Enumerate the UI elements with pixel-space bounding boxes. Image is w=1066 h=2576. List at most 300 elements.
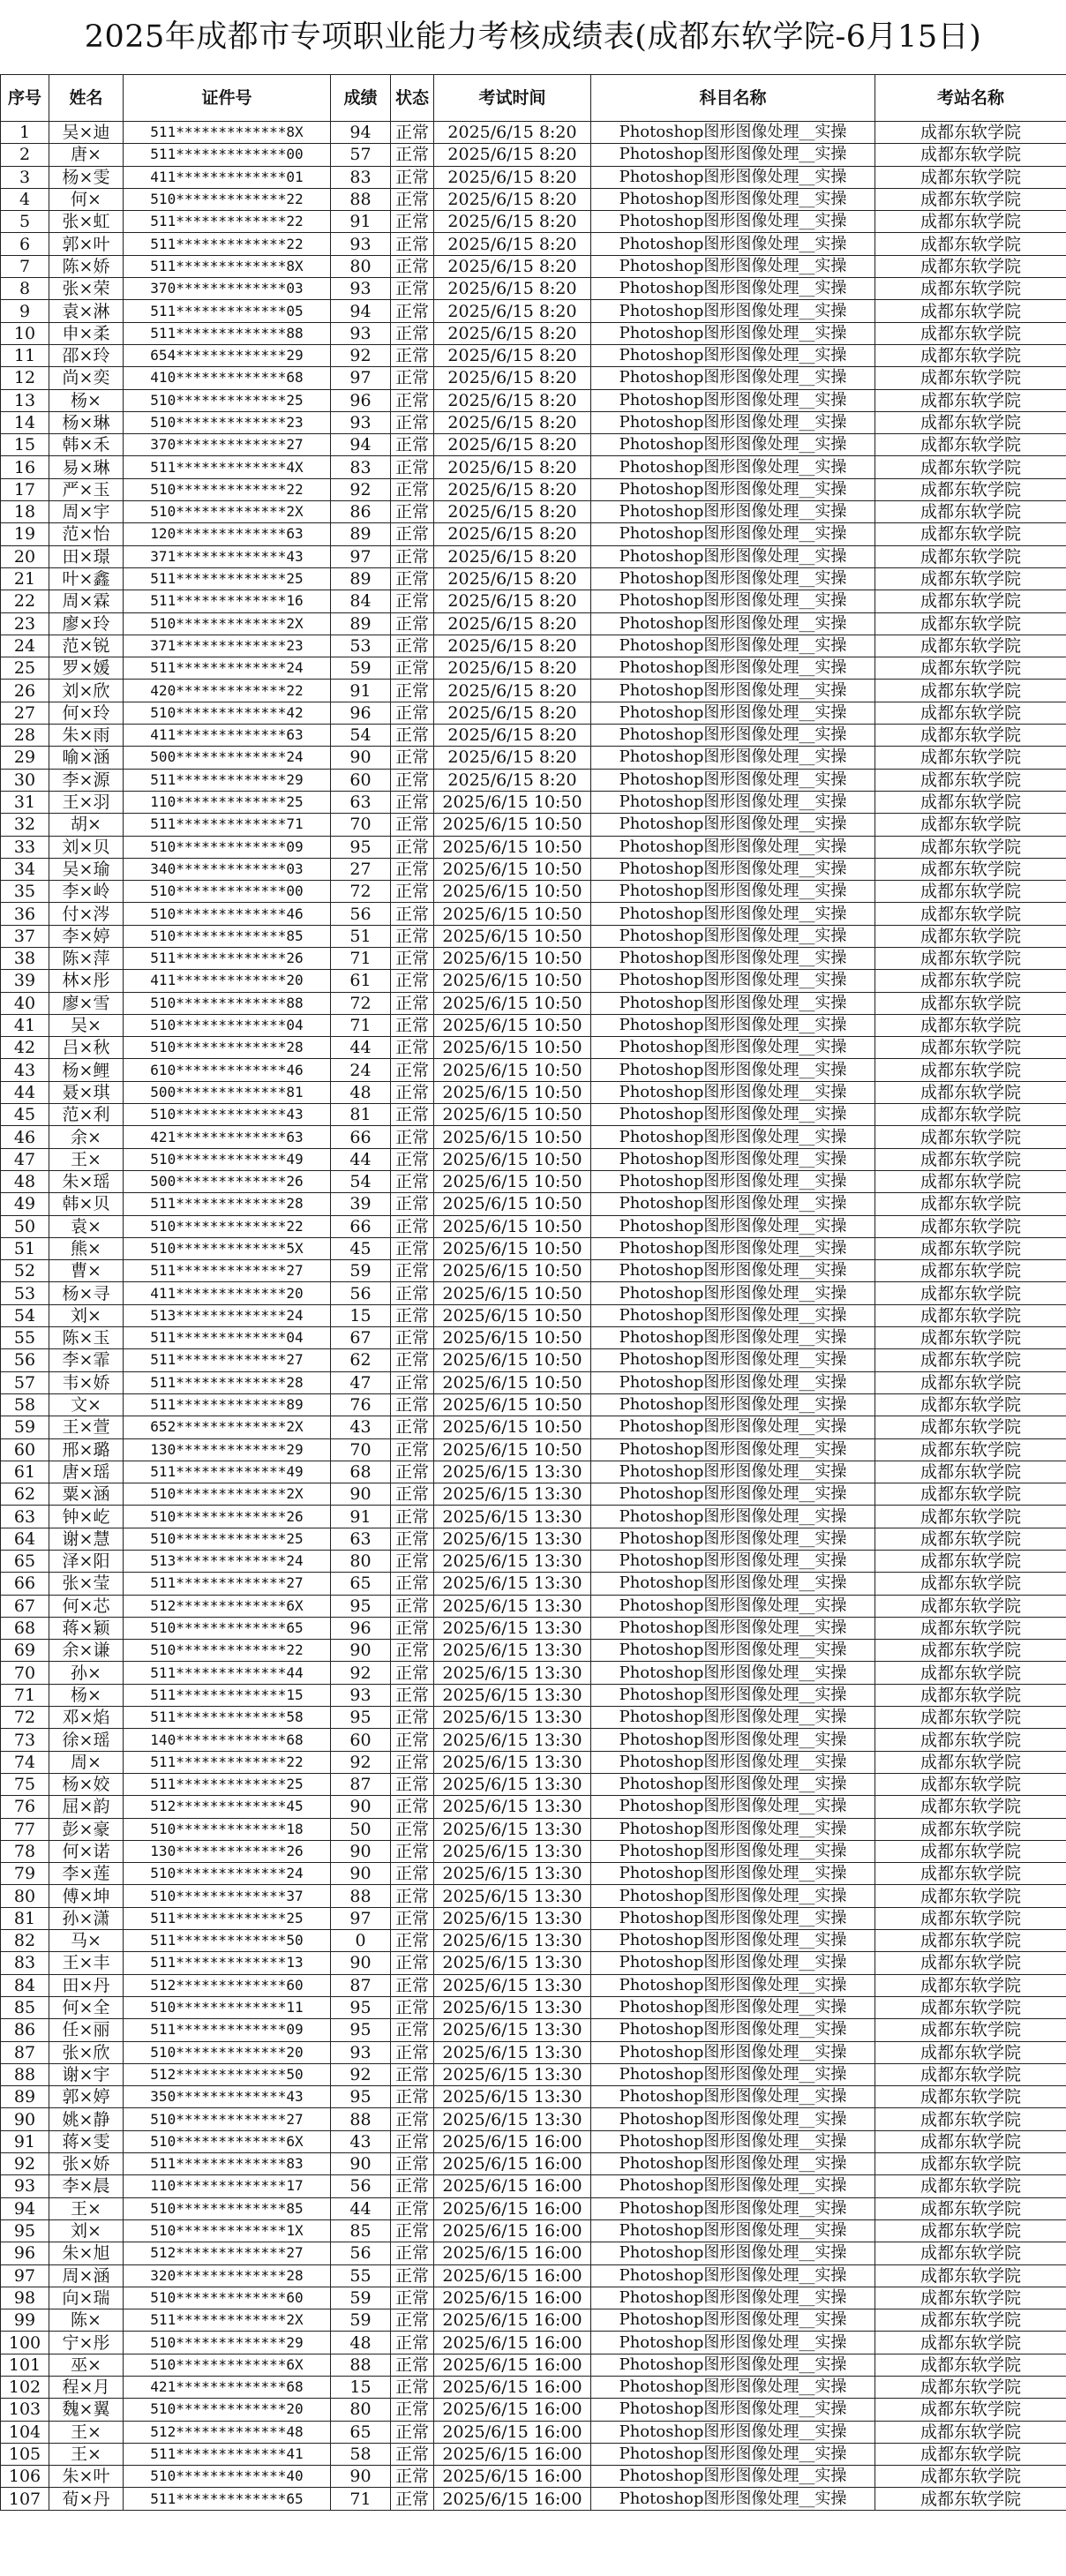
cell-name: 邵×玲 [49, 344, 124, 366]
cell-score: 70 [331, 1438, 391, 1461]
cell-id: 511*************88 [124, 322, 331, 344]
cell-time: 2025/6/15 13:30 [434, 1930, 591, 1952]
cell-name: 付×涔 [49, 903, 124, 925]
table-row [1, 2108, 1066, 2130]
cell-no: 11 [1, 344, 49, 366]
cell-score: 80 [331, 255, 391, 277]
cell-site: 成都东软学院 [875, 1996, 1066, 2018]
cell-no: 61 [1, 1461, 49, 1483]
cell-site: 成都东软学院 [875, 1930, 1066, 1952]
table-row [1, 2242, 1066, 2264]
cell-status: 正常 [391, 1773, 434, 1795]
cell-site: 成都东软学院 [875, 1148, 1066, 1170]
cell-id: 421*************68 [124, 2376, 331, 2398]
cell-name: 何×玲 [49, 702, 124, 724]
cell-subject: Photoshop图形图像处理__实操 [591, 1551, 875, 1573]
table-row [1, 702, 1066, 724]
table-row [1, 970, 1066, 992]
cell-name: 罗×媛 [49, 657, 124, 680]
cell-time: 2025/6/15 13:30 [434, 1818, 591, 1840]
cell-no: 20 [1, 545, 49, 567]
cell-id: 511*************26 [124, 947, 331, 969]
cell-site: 成都东软学院 [875, 881, 1066, 903]
cell-time: 2025/6/15 8:20 [434, 635, 591, 657]
cell-time: 2025/6/15 10:50 [434, 1104, 591, 1126]
cell-time: 2025/6/15 10:50 [434, 1393, 591, 1416]
cell-subject: Photoshop图形图像处理__实操 [591, 322, 875, 344]
cell-no: 37 [1, 925, 49, 947]
cell-score: 44 [331, 1148, 391, 1170]
cell-status: 正常 [391, 1840, 434, 1862]
cell-id: 511*************27 [124, 1260, 331, 1282]
cell-site: 成都东软学院 [875, 680, 1066, 702]
cell-score: 95 [331, 836, 391, 858]
cell-id: 512*************45 [124, 1796, 331, 1818]
cell-time: 2025/6/15 10:50 [434, 1170, 591, 1192]
cell-id: 340*************03 [124, 858, 331, 880]
cell-name: 陈×萍 [49, 947, 124, 969]
cell-no: 42 [1, 1037, 49, 1059]
table-row [1, 881, 1066, 903]
cell-id: 511*************24 [124, 657, 331, 680]
cell-name: 王× [49, 1148, 124, 1170]
cell-status: 正常 [391, 2063, 434, 2085]
cell-score: 58 [331, 2443, 391, 2465]
cell-status: 正常 [391, 1729, 434, 1751]
cell-site: 成都东软学院 [875, 2488, 1066, 2510]
cell-name: 张×虹 [49, 211, 124, 233]
cell-site: 成都东软学院 [875, 2287, 1066, 2309]
cell-site: 成都东软学院 [875, 1461, 1066, 1483]
cell-subject: Photoshop图形图像处理__实操 [591, 478, 875, 500]
cell-no: 1 [1, 122, 49, 144]
cell-status: 正常 [391, 1349, 434, 1371]
table-row [1, 1930, 1066, 1952]
cell-subject: Photoshop图形图像处理__实操 [591, 1573, 875, 1595]
cell-subject: Photoshop图形图像处理__实操 [591, 545, 875, 567]
cell-score: 92 [331, 1662, 391, 1684]
cell-subject: Photoshop图形图像处理__实操 [591, 2421, 875, 2443]
cell-site: 成都东软学院 [875, 1349, 1066, 1371]
cell-time: 2025/6/15 8:20 [434, 590, 591, 612]
cell-site: 成都东软学院 [875, 612, 1066, 635]
cell-site: 成都东软学院 [875, 1907, 1066, 1929]
cell-no: 4 [1, 188, 49, 210]
table-row [1, 411, 1066, 433]
cell-status: 正常 [391, 2309, 434, 2332]
cell-id: 512*************27 [124, 2242, 331, 2264]
cell-id: 320*************28 [124, 2264, 331, 2287]
cell-subject: Photoshop图形图像处理__实操 [591, 278, 875, 300]
table-row [1, 344, 1066, 366]
cell-no: 9 [1, 300, 49, 322]
cell-id: 410*************68 [124, 367, 331, 389]
cell-time: 2025/6/15 13:30 [434, 1506, 591, 1528]
cell-no: 56 [1, 1349, 49, 1371]
cell-no: 34 [1, 858, 49, 880]
cell-status: 正常 [391, 545, 434, 567]
table-row [1, 858, 1066, 880]
cell-site: 成都东软学院 [875, 702, 1066, 724]
cell-score: 60 [331, 1729, 391, 1751]
cell-status: 正常 [391, 1662, 434, 1684]
cell-name: 彭×豪 [49, 1818, 124, 1840]
table-row [1, 1796, 1066, 1818]
cell-status: 正常 [391, 1081, 434, 1103]
cell-score: 54 [331, 1170, 391, 1192]
cell-name: 杨×琳 [49, 411, 124, 433]
cell-subject: Photoshop图形图像处理__实操 [591, 144, 875, 166]
cell-time: 2025/6/15 10:50 [434, 1148, 591, 1170]
table-row [1, 2264, 1066, 2287]
cell-site: 成都东软学院 [875, 2264, 1066, 2287]
cell-subject: Photoshop图形图像处理__实操 [591, 2242, 875, 2264]
cell-status: 正常 [391, 1461, 434, 1483]
cell-time: 2025/6/15 10:50 [434, 903, 591, 925]
cell-site: 成都东软学院 [875, 836, 1066, 858]
cell-status: 正常 [391, 434, 434, 456]
cell-time: 2025/6/15 8:20 [434, 456, 591, 478]
cell-site: 成都东软学院 [875, 2175, 1066, 2197]
cell-status: 正常 [391, 881, 434, 903]
cell-status: 正常 [391, 2019, 434, 2041]
cell-no: 94 [1, 2197, 49, 2219]
table-row [1, 122, 1066, 144]
cell-site: 成都东软学院 [875, 2041, 1066, 2063]
cell-no: 48 [1, 1170, 49, 1192]
cell-status: 正常 [391, 2041, 434, 2063]
table-row [1, 680, 1066, 702]
cell-status: 正常 [391, 411, 434, 433]
table-row [1, 1461, 1066, 1483]
cell-score: 59 [331, 2287, 391, 2309]
cell-time: 2025/6/15 8:20 [434, 769, 591, 791]
cell-name: 陈×玉 [49, 1327, 124, 1349]
cell-time: 2025/6/15 8:20 [434, 233, 591, 255]
cell-score: 87 [331, 1773, 391, 1795]
cell-site: 成都东软学院 [875, 590, 1066, 612]
cell-time: 2025/6/15 16:00 [434, 2466, 591, 2488]
cell-no: 2 [1, 144, 49, 166]
cell-status: 正常 [391, 322, 434, 344]
cell-status: 正常 [391, 1483, 434, 1506]
cell-id: 421*************63 [124, 1126, 331, 1148]
cell-id: 510*************2X [124, 1483, 331, 1506]
cell-subject: Photoshop图形图像处理__实操 [591, 925, 875, 947]
cell-status: 正常 [391, 2219, 434, 2242]
cell-id: 511*************65 [124, 2488, 331, 2510]
cell-status: 正常 [391, 1193, 434, 1215]
cell-score: 96 [331, 389, 391, 411]
table-row [1, 2488, 1066, 2510]
cell-name: 喻×涵 [49, 747, 124, 769]
cell-subject: Photoshop图形图像处理__实操 [591, 456, 875, 478]
cell-site: 成都东软学院 [875, 1640, 1066, 1662]
cell-name: 范×怡 [49, 523, 124, 545]
cell-no: 23 [1, 612, 49, 635]
cell-site: 成都东软学院 [875, 2376, 1066, 2398]
cell-subject: Photoshop图形图像处理__实操 [591, 2153, 875, 2175]
cell-id: 510*************88 [124, 992, 331, 1014]
cell-time: 2025/6/15 10:50 [434, 1327, 591, 1349]
cell-id: 510*************22 [124, 478, 331, 500]
header-site: 考站名称 [875, 75, 1066, 122]
cell-site: 成都东软学院 [875, 1773, 1066, 1795]
cell-score: 44 [331, 2197, 391, 2219]
cell-subject: Photoshop图形图像处理__实操 [591, 1684, 875, 1706]
cell-id: 510*************28 [124, 1037, 331, 1059]
cell-time: 2025/6/15 16:00 [434, 2197, 591, 2219]
cell-no: 91 [1, 2130, 49, 2152]
cell-status: 正常 [391, 211, 434, 233]
cell-subject: Photoshop图形图像处理__实操 [591, 1371, 875, 1393]
cell-site: 成都东软学院 [875, 747, 1066, 769]
cell-time: 2025/6/15 13:30 [434, 1863, 591, 1885]
cell-score: 90 [331, 1840, 391, 1862]
cell-id: 511*************15 [124, 1684, 331, 1706]
cell-no: 101 [1, 2354, 49, 2376]
cell-time: 2025/6/15 13:30 [434, 1796, 591, 1818]
cell-time: 2025/6/15 8:20 [434, 300, 591, 322]
table-row [1, 1573, 1066, 1595]
cell-id: 511*************50 [124, 1930, 331, 1952]
header-no: 序号 [1, 75, 49, 122]
cell-subject: Photoshop图形图像处理__实操 [591, 769, 875, 791]
cell-site: 成都东软学院 [875, 725, 1066, 747]
cell-name: 巫× [49, 2354, 124, 2376]
cell-site: 成都东软学院 [875, 1551, 1066, 1573]
cell-no: 85 [1, 1996, 49, 2018]
cell-subject: Photoshop图形图像处理__实操 [591, 747, 875, 769]
table-row [1, 255, 1066, 277]
cell-id: 610*************46 [124, 1059, 331, 1081]
cell-id: 511*************00 [124, 144, 331, 166]
cell-no: 89 [1, 2086, 49, 2108]
cell-site: 成都东软学院 [875, 2399, 1066, 2421]
cell-subject: Photoshop图形图像处理__实操 [591, 1193, 875, 1215]
cell-name: 吴× [49, 1014, 124, 1036]
cell-status: 正常 [391, 2332, 434, 2354]
cell-id: 140*************68 [124, 1729, 331, 1751]
cell-name: 刘×贝 [49, 836, 124, 858]
cell-time: 2025/6/15 16:00 [434, 2219, 591, 2242]
cell-site: 成都东软学院 [875, 992, 1066, 1014]
cell-site: 成都东软学院 [875, 2063, 1066, 2085]
cell-site: 成都东软学院 [875, 1416, 1066, 1438]
cell-time: 2025/6/15 13:30 [434, 1729, 591, 1751]
cell-status: 正常 [391, 992, 434, 1014]
table-row [1, 1014, 1066, 1036]
cell-site: 成都东软学院 [875, 635, 1066, 657]
cell-name: 李×婷 [49, 925, 124, 947]
cell-id: 511*************27 [124, 1573, 331, 1595]
cell-id: 411*************01 [124, 166, 331, 188]
cell-no: 87 [1, 2041, 49, 2063]
cell-id: 110*************17 [124, 2175, 331, 2197]
cell-name: 杨×姣 [49, 1773, 124, 1795]
page-title: 2025年成都市专项职业能力考核成绩表(成都东软学院-6月15日) [84, 19, 982, 55]
cell-subject: Photoshop图形图像处理__实操 [591, 434, 875, 456]
cell-status: 正常 [391, 1907, 434, 1929]
cell-subject: Photoshop图形图像处理__实操 [591, 2376, 875, 2398]
cell-time: 2025/6/15 8:20 [434, 702, 591, 724]
cell-id: 510*************42 [124, 702, 331, 724]
cell-id: 513*************24 [124, 1304, 331, 1326]
cell-site: 成都东软学院 [875, 2086, 1066, 2108]
cell-score: 63 [331, 791, 391, 813]
cell-subject: Photoshop图形图像处理__实操 [591, 1327, 875, 1349]
cell-no: 46 [1, 1126, 49, 1148]
cell-no: 92 [1, 2153, 49, 2175]
cell-no: 60 [1, 1438, 49, 1461]
cell-no: 39 [1, 970, 49, 992]
cell-subject: Photoshop图形图像处理__实操 [591, 1528, 875, 1550]
cell-status: 正常 [391, 2086, 434, 2108]
cell-score: 43 [331, 2130, 391, 2152]
header-time: 考试时间 [434, 75, 591, 122]
cell-name: 杨× [49, 389, 124, 411]
cell-time: 2025/6/15 16:00 [434, 2309, 591, 2332]
cell-time: 2025/6/15 16:00 [434, 2175, 591, 2197]
cell-no: 73 [1, 1729, 49, 1751]
table-row [1, 2219, 1066, 2242]
table-row [1, 1371, 1066, 1393]
cell-name: 泽×阳 [49, 1551, 124, 1573]
cell-id: 511*************28 [124, 1371, 331, 1393]
cell-subject: Photoshop图形图像处理__实操 [591, 211, 875, 233]
table-row [1, 925, 1066, 947]
cell-score: 93 [331, 233, 391, 255]
cell-score: 39 [331, 1193, 391, 1215]
cell-time: 2025/6/15 13:30 [434, 1483, 591, 1506]
cell-no: 6 [1, 233, 49, 255]
cell-status: 正常 [391, 1237, 434, 1259]
cell-subject: Photoshop图形图像处理__实操 [591, 1796, 875, 1818]
cell-no: 45 [1, 1104, 49, 1126]
cell-time: 2025/6/15 16:00 [434, 2242, 591, 2264]
cell-id: 350*************43 [124, 2086, 331, 2108]
table-row [1, 635, 1066, 657]
cell-time: 2025/6/15 13:30 [434, 1662, 591, 1684]
cell-time: 2025/6/15 13:30 [434, 1573, 591, 1595]
cell-time: 2025/6/15 13:30 [434, 2108, 591, 2130]
cell-time: 2025/6/15 10:50 [434, 1304, 591, 1326]
cell-score: 95 [331, 1595, 391, 1617]
cell-no: 79 [1, 1863, 49, 1885]
cell-subject: Photoshop图形图像处理__实操 [591, 970, 875, 992]
table-row [1, 1707, 1066, 1729]
cell-site: 成都东软学院 [875, 791, 1066, 813]
table-row [1, 233, 1066, 255]
cell-id: 511*************16 [124, 590, 331, 612]
cell-time: 2025/6/15 8:20 [434, 725, 591, 747]
cell-name: 韦×娇 [49, 1371, 124, 1393]
cell-status: 正常 [391, 657, 434, 680]
cell-score: 95 [331, 1996, 391, 2018]
cell-site: 成都东软学院 [875, 211, 1066, 233]
cell-id: 511*************25 [124, 1907, 331, 1929]
cell-score: 56 [331, 1282, 391, 1304]
cell-id: 510*************5X [124, 1237, 331, 1259]
cell-id: 511*************71 [124, 814, 331, 836]
cell-name: 范×利 [49, 1104, 124, 1126]
cell-subject: Photoshop图形图像处理__实操 [591, 1148, 875, 1170]
cell-name: 聂×琪 [49, 1081, 124, 1103]
cell-subject: Photoshop图形图像处理__实操 [591, 1506, 875, 1528]
cell-score: 97 [331, 1907, 391, 1929]
cell-no: 88 [1, 2063, 49, 2085]
cell-no: 74 [1, 1751, 49, 1773]
cell-status: 正常 [391, 456, 434, 478]
cell-name: 刘× [49, 1304, 124, 1326]
cell-status: 正常 [391, 1126, 434, 1148]
cell-no: 13 [1, 389, 49, 411]
cell-id: 510*************2X [124, 612, 331, 635]
cell-name: 尚×奕 [49, 367, 124, 389]
cell-time: 2025/6/15 16:00 [434, 2130, 591, 2152]
cell-name: 邢×璐 [49, 1438, 124, 1461]
cell-time: 2025/6/15 13:30 [434, 1461, 591, 1483]
table-row [1, 1081, 1066, 1103]
cell-score: 61 [331, 970, 391, 992]
cell-score: 93 [331, 411, 391, 433]
cell-no: 49 [1, 1193, 49, 1215]
cell-name: 孙× [49, 1662, 124, 1684]
cell-time: 2025/6/15 10:50 [434, 1371, 591, 1393]
cell-name: 谢×慧 [49, 1528, 124, 1550]
cell-subject: Photoshop图形图像处理__实操 [591, 1037, 875, 1059]
cell-score: 76 [331, 1393, 391, 1416]
cell-name: 范×锐 [49, 635, 124, 657]
cell-score: 66 [331, 1215, 391, 1237]
cell-status: 正常 [391, 1416, 434, 1438]
cell-site: 成都东软学院 [875, 2242, 1066, 2264]
cell-id: 510*************6X [124, 2130, 331, 2152]
cell-subject: Photoshop图形图像处理__实操 [591, 725, 875, 747]
cell-site: 成都东软学院 [875, 1260, 1066, 1282]
cell-site: 成都东软学院 [875, 1371, 1066, 1393]
cell-status: 正常 [391, 1684, 434, 1706]
cell-id: 654*************29 [124, 344, 331, 366]
cell-time: 2025/6/15 13:30 [434, 1974, 591, 1996]
cell-site: 成都东软学院 [875, 501, 1066, 523]
cell-name: 熊× [49, 1237, 124, 1259]
cell-no: 50 [1, 1215, 49, 1237]
table-row [1, 2019, 1066, 2041]
cell-name: 宁×彤 [49, 2332, 124, 2354]
cell-name: 余× [49, 1126, 124, 1148]
cell-status: 正常 [391, 2175, 434, 2197]
cell-site: 成都东软学院 [875, 1237, 1066, 1259]
cell-score: 56 [331, 2242, 391, 2264]
cell-subject: Photoshop图形图像处理__实操 [591, 1863, 875, 1885]
cell-subject: Photoshop图形图像处理__实操 [591, 501, 875, 523]
cell-id: 510*************20 [124, 2399, 331, 2421]
cell-subject: Photoshop图形图像处理__实操 [591, 1260, 875, 1282]
cell-name: 朱×瑶 [49, 1170, 124, 1192]
cell-site: 成都东软学院 [875, 2466, 1066, 2488]
cell-time: 2025/6/15 16:00 [434, 2399, 591, 2421]
cell-subject: Photoshop图形图像处理__实操 [591, 1237, 875, 1259]
cell-id: 510*************6X [124, 2354, 331, 2376]
score-table [0, 74, 1066, 2511]
cell-time: 2025/6/15 8:20 [434, 389, 591, 411]
cell-no: 10 [1, 322, 49, 344]
cell-score: 88 [331, 188, 391, 210]
cell-name: 廖×雪 [49, 992, 124, 1014]
cell-time: 2025/6/15 13:30 [434, 1640, 591, 1662]
cell-subject: Photoshop图形图像处理__实操 [591, 2309, 875, 2332]
